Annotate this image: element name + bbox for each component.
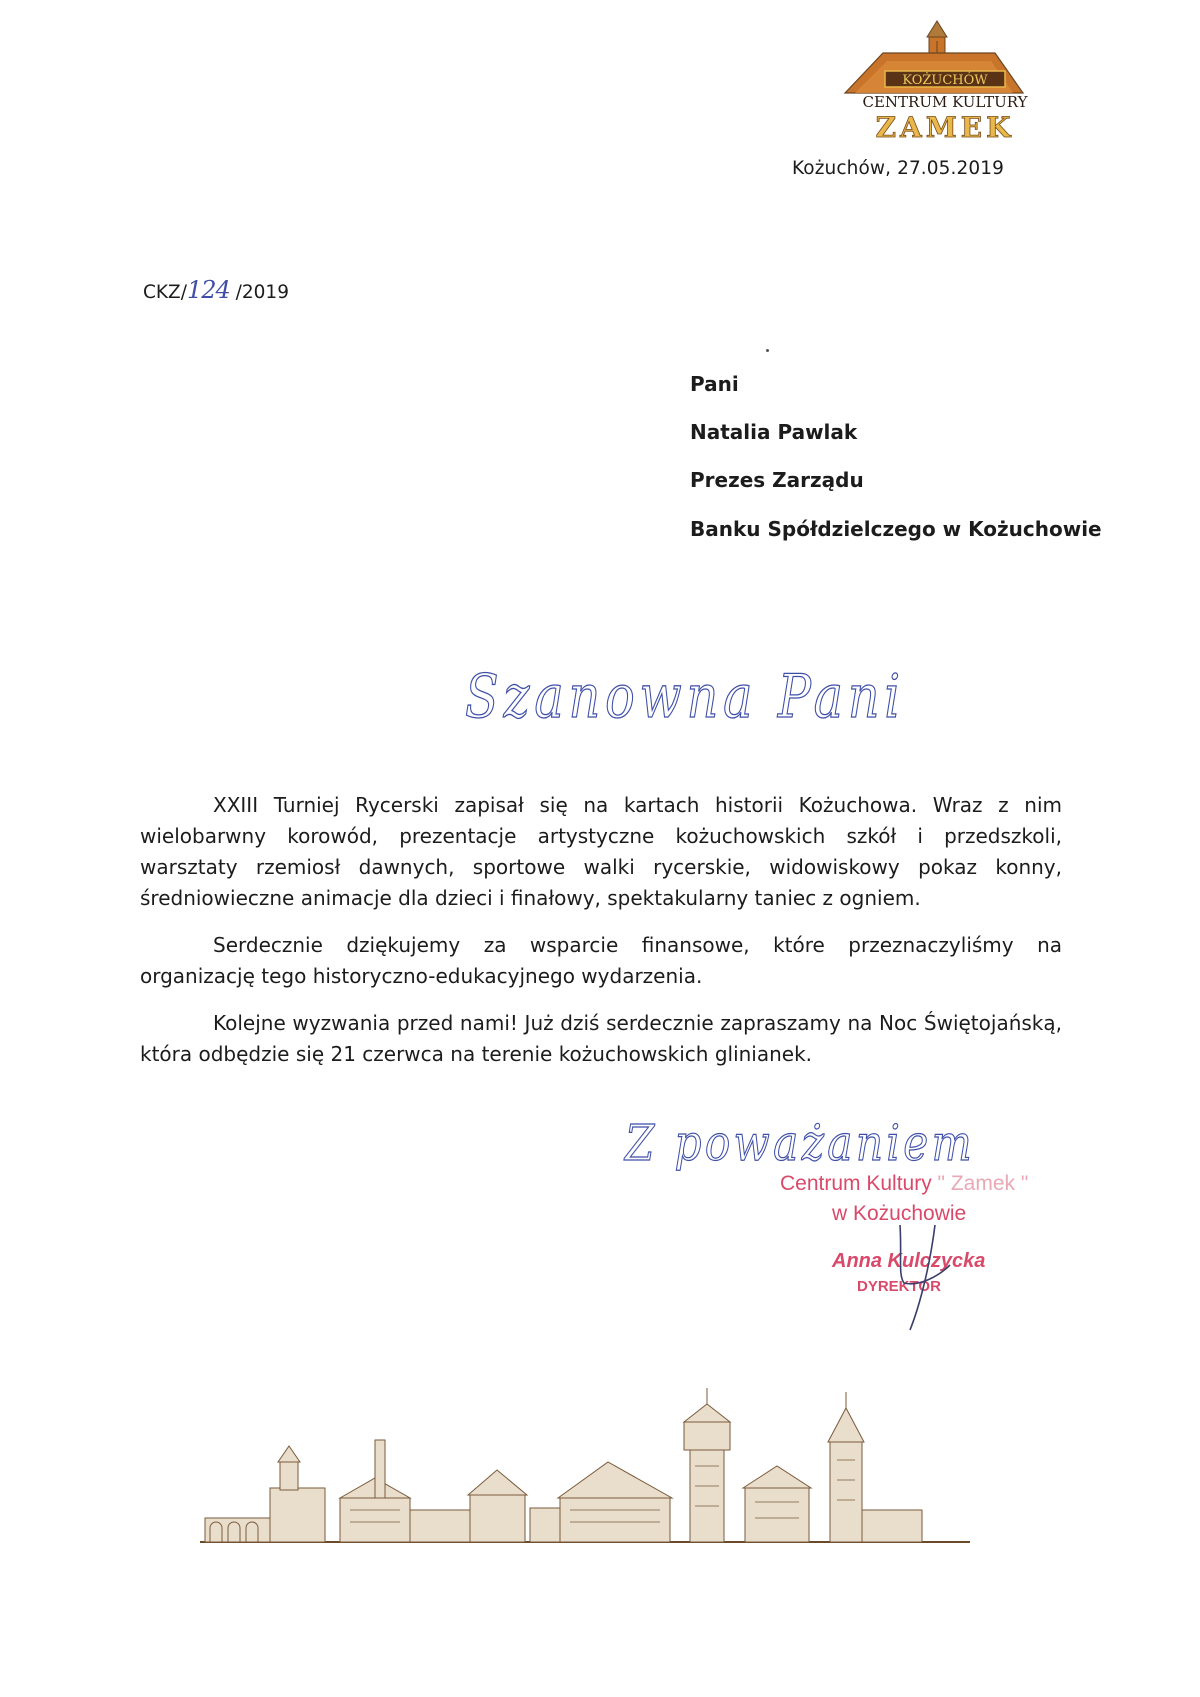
letter-date: Kożuchów, 27.05.2019 — [792, 158, 1004, 179]
handwritten-salutation — [455, 645, 935, 755]
salutation-text: Szanowna Pani — [465, 662, 905, 732]
recipient-institution: Banku Spółdzielczego w Kożuchowie — [690, 517, 1102, 541]
recipient-position: Prezes Zarządu — [690, 468, 864, 492]
logo-line2-text: ZAMEK — [875, 111, 1015, 144]
closing-text: Z poważaniem — [623, 1114, 975, 1172]
reference-suffix: /2019 — [229, 282, 289, 303]
body-paragraph-3: Kolejne wyzwania przed nami! Już dziś serdecznie zapraszamy na Noc Świętojańską, która odbędzie się 21 czerwca na terenie kożuchowskich glinianek. — [140, 1011, 1062, 1066]
logo-line1-text: CENTRUM KULTURY — [862, 93, 1028, 111]
zamek-logo — [845, 15, 1045, 150]
stamp-line-1 — [780, 1172, 1028, 1196]
reference-prefix: CKZ/ — [143, 282, 187, 303]
town-skyline-illustration — [200, 1370, 970, 1570]
ink-dot — [766, 349, 769, 352]
reference-number — [143, 276, 289, 304]
signature-scrawl — [880, 1205, 960, 1335]
stamp-institution: Centrum Kultury — [780, 1172, 932, 1195]
recipient-name: Natalia Pawlak — [690, 420, 858, 444]
stamp-institution-tail: " Zamek " — [931, 1172, 1029, 1195]
stamp-signatory-name: Anna Kulczycka — [832, 1250, 986, 1272]
body-paragraph-1: XXIII Turniej Rycerski zapisał się na kartach historii Kożuchowa. Wraz z nim wielobarwny korowód, prezentacje artystyczne kożuchowskich szkół i przedszkoli, warsztaty rzemiosł dawnych, sportowe walki rycerskie, widowiskowy pokaz konny, średniowieczne animacje dla dzieci i finałowy, spektakularny taniec z ogniem. — [140, 793, 1062, 910]
recipient-line-1: Pani — [690, 372, 739, 396]
stamp-signatory-title: DYREKTOR — [857, 1278, 941, 1295]
letter-body — [140, 790, 1062, 1086]
reference-handwritten-number: 124 — [186, 276, 230, 304]
stamp-location: w Kożuchowie — [832, 1202, 967, 1225]
logo-town-text: KOŻUCHÓW — [902, 73, 988, 88]
body-paragraph-2: Serdecznie dziękujemy za wsparcie finansowe, które przeznaczyliśmy na organizację tego historyczno-edukacyjnego wydarzenia. — [140, 933, 1062, 988]
